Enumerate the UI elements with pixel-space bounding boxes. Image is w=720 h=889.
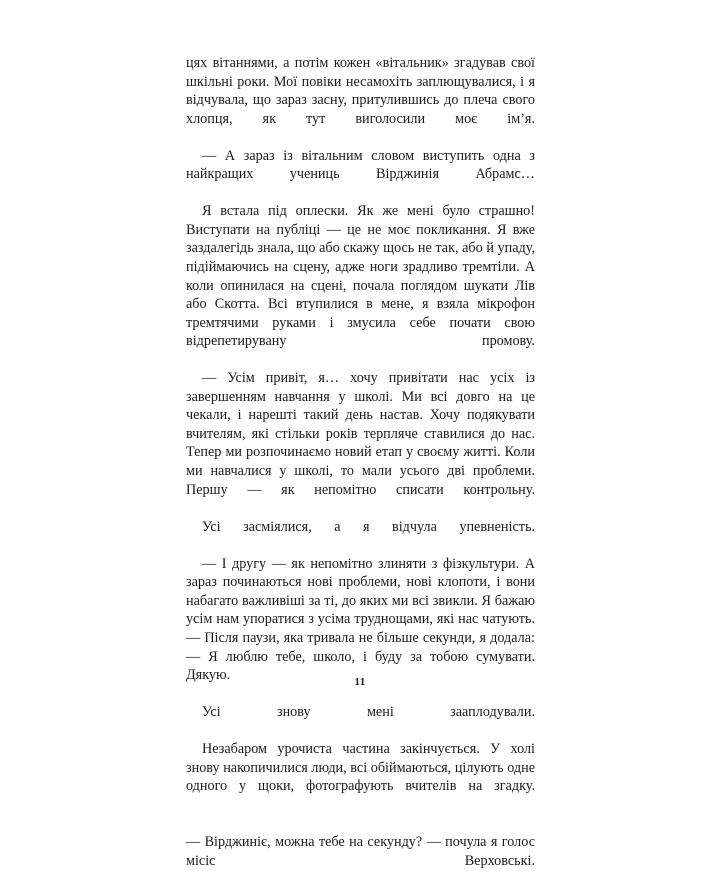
paragraph: цях вітаннями, а потім кожен «вітальник» згадував свої шкільні роки. Мої повіки несамохіть заплющувалися, і я відчувала, що зараз засну, притулившись до плеча свого хлопця, як тут виголосили моє ім’я.: [186, 55, 535, 127]
paragraph: Незабаром урочиста частина закінчується. У холі знову накопичилися люди, всі обіймаються, цілують одне одного у щоки, фотографують вчителів на згадку.: [186, 741, 535, 795]
paragraph: Усі засміялися, а я відчула упевненість.: [202, 518, 535, 535]
page-number: 11: [354, 676, 366, 688]
paragraph: Усі знову мені зааплодували.: [202, 704, 535, 721]
paragraph: — А зараз із вітальним словом виступить одна з найкращих учениць Вірджинія Абрамс…: [186, 147, 535, 183]
paragraph: — Усім привіт, я… хочу привітати нас усіх із завершенням навчання у школі. Ми всі довго на це чекали, і нарешті такий день настав. Хочу подякувати вчителям, які стільки років терпляче ставилися до нас. Тепер ми розпочинаємо новий етап у своєму житті. Коли ми навчалися у школі, то мали усього дві проблеми. Першу — як непомітно списати контрольну.: [186, 370, 535, 498]
page-text-column: [186, 54, 535, 889]
paragraph: Я встала під оплески. Як же мені було страшно! Виступати на публіці — це не моє покликання. Я вже заздалегідь знала, що або скажу щось не так, або й упаду, підіймаючись на сцену, адже ноги зрадливо тремтіли. А коли опинилася на сцені, почала поглядом шукати Лів або Скотта. Всі втупилися в мене, я взяла мікрофон тремтячими руками і змусила себе почати свою відрепетирувану промову.: [186, 203, 535, 350]
paragraph: — Вірджиніє, можна тебе на секунду? — почула я голос місіс Верховські.: [186, 833, 535, 869]
paragraph: — І другу — як непомітно злиняти з фізкультури. А зараз починаються нові проблеми, нові клопоти, і вони набагато важливіші за ті, до яких ми всі звикли. Я бажаю усім нам упоратися з усіма труднощами, які нас чатують. — Після паузи, яка тривала не більше секунди, я додала: — Я люблю тебе, школо, і буду за тобою сумувати. Дякую.: [186, 555, 535, 684]
